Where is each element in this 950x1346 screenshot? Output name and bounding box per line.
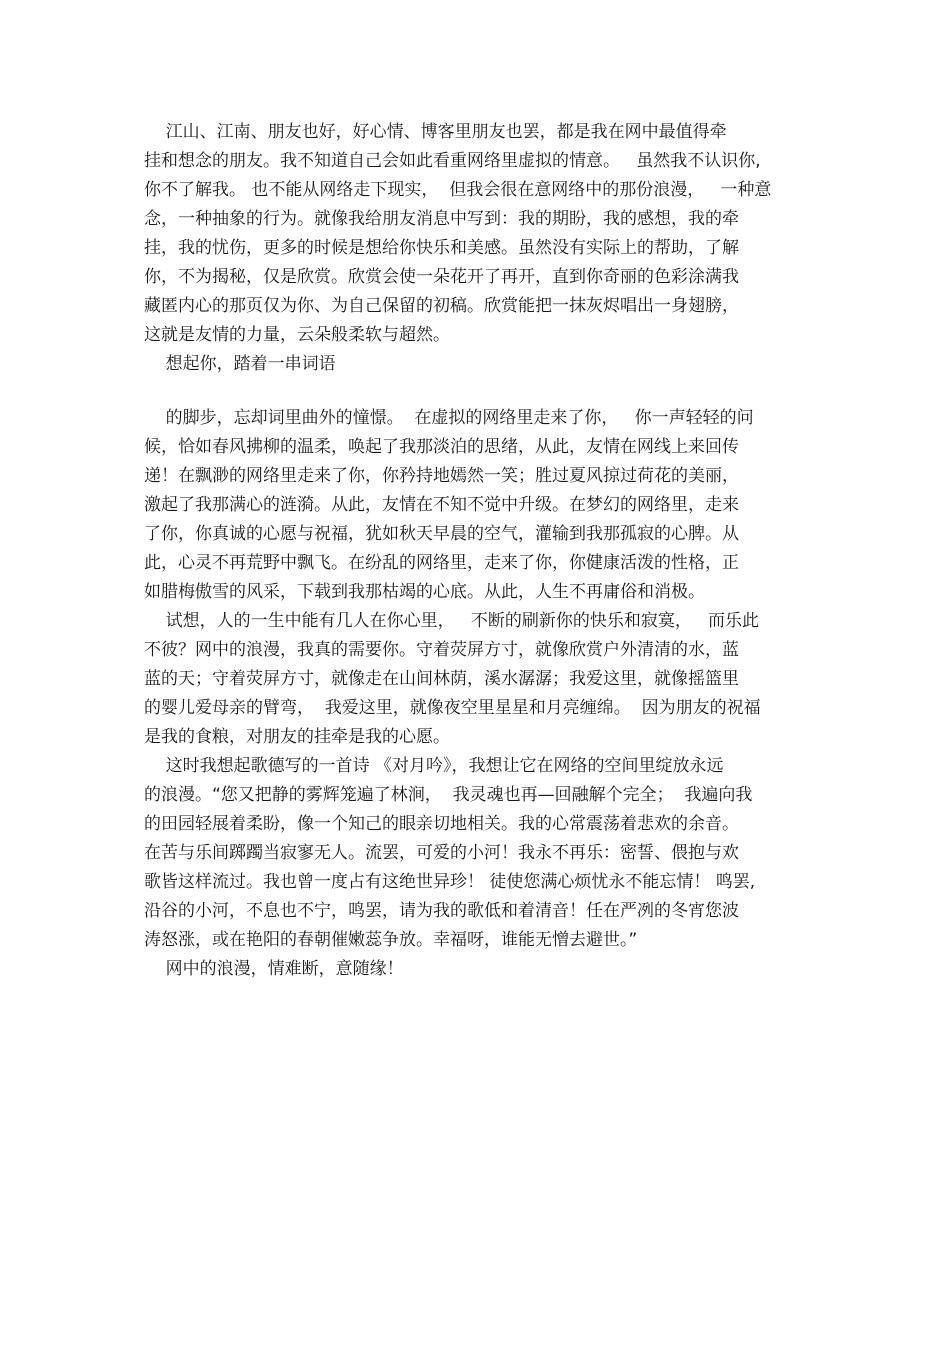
text-line: 的田园轻展着柔盼，像一个知己的眼亲切地相关。我的心常震荡着悲欢的余音。: [144, 814, 739, 834]
text-line: 这就是友情的力量，云朵般柔软与超然。: [144, 325, 450, 345]
text-line: 念，一种抽象的行为。就像我给朋友消息中写到：我的期盼，我的感想，我的牵: [144, 209, 739, 229]
text-line: 沿谷的小河，不息也不宁，鸣罢，请为我的歌低和着清音！任在严冽的冬宵您波: [144, 901, 739, 921]
text-line: 试想，人的一生中能有几人在你心里， 不断的刷新你的快乐和寂寞， 而乐此: [144, 611, 760, 631]
text-line: 激起了我那满心的涟漪。从此，友情在不知不觉中升级。在梦幻的网络里，走来: [144, 495, 739, 515]
text-line: 的浪漫。“您又把静的雾辉笼遍了林涧， 我灵魂也再—回融解个完全； 我遍向我: [144, 785, 753, 805]
essay-section-2: [144, 404, 824, 984]
essay-section-1: [144, 118, 824, 379]
text-line: 挂，我的忧伤，更多的时候是想给你快乐和美感。虽然没有实际上的帮助，了解: [144, 238, 739, 258]
text-line: 蓝的天；守着荧屏方寸，就像走在山间林荫，溪水潺潺；我爱这里，就像摇篮里: [144, 669, 739, 689]
text-line: 候，恰如春风拂柳的温柔，唤起了我那淡泊的思绪，从此，友情在网线上来回传: [144, 437, 739, 457]
text-line: 递！在飘渺的网络里走来了你，你矜持地嫣然一笑；胜过夏风掠过荷花的美丽，: [144, 466, 739, 486]
text-line: 挂和想念的朋友。我不知道自己会如此看重网络里虚拟的情意。 虽然我不认识你,: [144, 151, 761, 171]
text-line: 你不了解我。 也不能从网络走下现实， 但我会很在意网络中的那份浪漫， 一种意: [144, 180, 772, 200]
text-line: 在苦与乐间踯躅当寂寥无人。流罢，可爱的小河！我永不再乐：密誓、偎抱与欢: [144, 843, 739, 863]
text-line: 歌皆这样流过。我也曾一度占有这绝世异珍！ 徒使您满心烦忧永不能忘情！ 鸣罢,: [144, 872, 756, 892]
text-line: 是我的食粮，对朋友的挂牵是我的心愿。: [144, 727, 450, 747]
text-line: 不彼？网中的浪漫，我真的需要你。守着荧屏方寸，就像欣赏户外清清的水，蓝: [144, 640, 739, 660]
text-line: 网中的浪漫，情难断，意随缘！: [144, 959, 404, 979]
text-line: 这时我想起歌德写的一首诗 《对月吟》，我想让它在网络的空间里绽放永远: [144, 756, 724, 776]
text-line: 的脚步，忘却词里曲外的憧憬。 在虚拟的网络里走来了你， 你一声轻轻的问: [144, 408, 754, 428]
text-line: 江山、江南、朋友也好，好心情、博客里朋友也罢，都是我在网中最值得牵: [144, 122, 727, 142]
text-line: 藏匿内心的那页仅为你、为自己保留的初稿。欣赏能把一抹灰烬唱出一身翅膀，: [144, 296, 739, 316]
text-line: 的婴儿爱母亲的臂弯， 我爱这里，就像夜空里星星和月亮缠绵。 因为朋友的祝福: [144, 698, 761, 718]
text-line: 如腊梅傲雪的风采，下载到我那枯竭的心底。从此，人生不再庸俗和消极。: [144, 582, 705, 602]
text-line: 此，心灵不再荒野中飘飞。在纷乱的网络里，走来了你，你健康活泼的性格，正: [144, 553, 739, 573]
text-line: 了你，你真诚的心愿与祝福，犹如秋天早晨的空气，灌输到我那孤寂的心脾。从: [144, 524, 739, 544]
text-line: 你，不为揭秘，仅是欣赏。欣赏会使一朵花开了再开，直到你奇丽的色彩涂满我: [144, 267, 739, 287]
text-line: 想起你，踏着一串词语: [144, 354, 336, 374]
text-line: 涛怒涨，或在艳阳的春朝催嫩蕊争放。幸福呀，谁能无憎去避世。”: [144, 930, 638, 950]
